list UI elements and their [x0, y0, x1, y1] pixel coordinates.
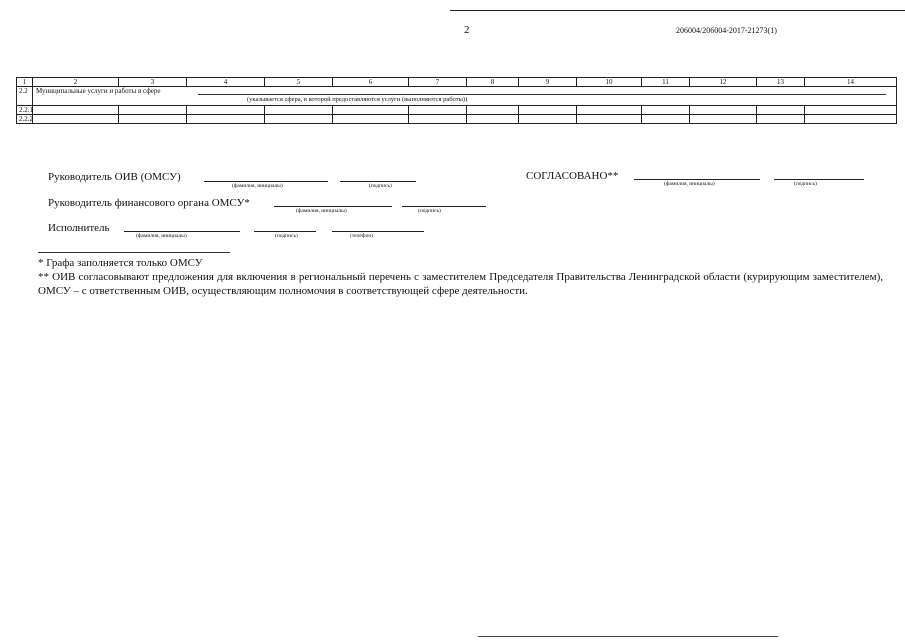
- table-cell[interactable]: [690, 115, 757, 124]
- agreed-sign-line[interactable]: [774, 179, 864, 180]
- executor-name-line[interactable]: [124, 231, 240, 232]
- head-finance-sign-line[interactable]: [402, 206, 486, 207]
- table-cell[interactable]: [333, 106, 409, 115]
- table-cell[interactable]: [409, 106, 467, 115]
- table-cell[interactable]: [642, 106, 690, 115]
- executor-sign-hint: (подпись): [275, 233, 298, 239]
- table-cell[interactable]: [333, 115, 409, 124]
- column-number: 6: [333, 78, 409, 87]
- sphere-label: Муниципальные услуги и работы в сфере: [36, 87, 161, 95]
- executor-sign-line[interactable]: [254, 231, 316, 232]
- footnote-2: ** ОИВ согласовывают предложения для включения в региональный перечень с заместителем Председателя Правительства Ленинградской области (курирующим заместителем), ОМСУ – с ответственным ОИВ, осуществляющим полномочия в соответствующей сфере деятельности.: [38, 271, 883, 297]
- sphere-hint: (указывается сфера, в которой предоставляются услуги (выполняются работы)): [247, 96, 468, 103]
- agreed-name-line[interactable]: [634, 179, 760, 180]
- head-finance-name-hint: (фамилия, инициалы): [296, 208, 347, 214]
- column-number: 2: [33, 78, 119, 87]
- document-id: 206004/206004-2017-21273(1): [676, 26, 777, 35]
- footnote-divider: [38, 252, 230, 253]
- column-number: 13: [757, 78, 805, 87]
- executor-label: Исполнитель: [48, 222, 110, 234]
- row-number: 2.2.1: [17, 106, 33, 115]
- column-number: 8: [467, 78, 519, 87]
- top-border-line: [450, 10, 905, 11]
- table-cell[interactable]: [519, 106, 577, 115]
- sphere-row: [17, 87, 897, 106]
- head-oiv-name-hint: (фамилия, инициалы): [232, 183, 283, 189]
- sphere-cell: [33, 87, 897, 106]
- executor-phone-line[interactable]: [332, 231, 424, 232]
- head-oiv-sign-hint: (подпись): [369, 183, 392, 189]
- table-cell[interactable]: [187, 115, 265, 124]
- table-cell[interactable]: [467, 115, 519, 124]
- head-finance-label: Руководитель финансового органа ОМСУ*: [48, 197, 250, 209]
- row-number: 2.2.2: [17, 115, 33, 124]
- column-number-row: [17, 78, 897, 87]
- column-number: 7: [409, 78, 467, 87]
- table-cell[interactable]: [805, 115, 897, 124]
- table-cell[interactable]: [33, 115, 119, 124]
- column-number: 10: [577, 78, 642, 87]
- column-number: 5: [265, 78, 333, 87]
- table-cell[interactable]: [690, 106, 757, 115]
- table-cell[interactable]: [409, 115, 467, 124]
- table-cell[interactable]: [577, 106, 642, 115]
- column-number: 9: [519, 78, 577, 87]
- table-cell[interactable]: [33, 106, 119, 115]
- table-cell[interactable]: [757, 106, 805, 115]
- executor-phone-hint: (телефон): [350, 233, 374, 239]
- column-number: 14: [805, 78, 897, 87]
- executor-name-hint: (фамилия, инициалы): [136, 233, 187, 239]
- table-cell[interactable]: [265, 115, 333, 124]
- head-oiv-label: Руководитель ОИВ (ОМСУ): [48, 171, 181, 183]
- column-number: 1: [17, 78, 33, 87]
- table-cell[interactable]: [265, 106, 333, 115]
- agreed-sign-hint: (подпись): [794, 181, 817, 187]
- table-cell[interactable]: [467, 106, 519, 115]
- page-number: 2: [464, 24, 470, 36]
- table-cell[interactable]: [519, 115, 577, 124]
- column-number: 3: [119, 78, 187, 87]
- column-number: 11: [642, 78, 690, 87]
- sphere-fill-line[interactable]: [198, 94, 886, 95]
- table-cell[interactable]: [805, 106, 897, 115]
- row-number: 2.2: [17, 87, 33, 106]
- footnote-1: * Графа заполняется только ОМСУ: [38, 257, 203, 269]
- head-oiv-name-line[interactable]: [204, 181, 328, 182]
- table-cell[interactable]: [119, 115, 187, 124]
- table-cell[interactable]: [577, 115, 642, 124]
- head-oiv-sign-line[interactable]: [340, 181, 416, 182]
- services-table: [16, 77, 897, 124]
- agreed-label: СОГЛАСОВАНО**: [526, 170, 619, 182]
- column-number: 4: [187, 78, 265, 87]
- bottom-border-line: [478, 636, 778, 637]
- table-row: [17, 115, 897, 124]
- agreed-name-hint: (фамилия, инициалы): [664, 181, 715, 187]
- table-cell[interactable]: [757, 115, 805, 124]
- table-cell[interactable]: [642, 115, 690, 124]
- table-cell[interactable]: [187, 106, 265, 115]
- column-number: 12: [690, 78, 757, 87]
- head-finance-name-line[interactable]: [274, 206, 392, 207]
- head-finance-sign-hint: (подпись): [418, 208, 441, 214]
- table-row: [17, 106, 897, 115]
- table-cell[interactable]: [119, 106, 187, 115]
